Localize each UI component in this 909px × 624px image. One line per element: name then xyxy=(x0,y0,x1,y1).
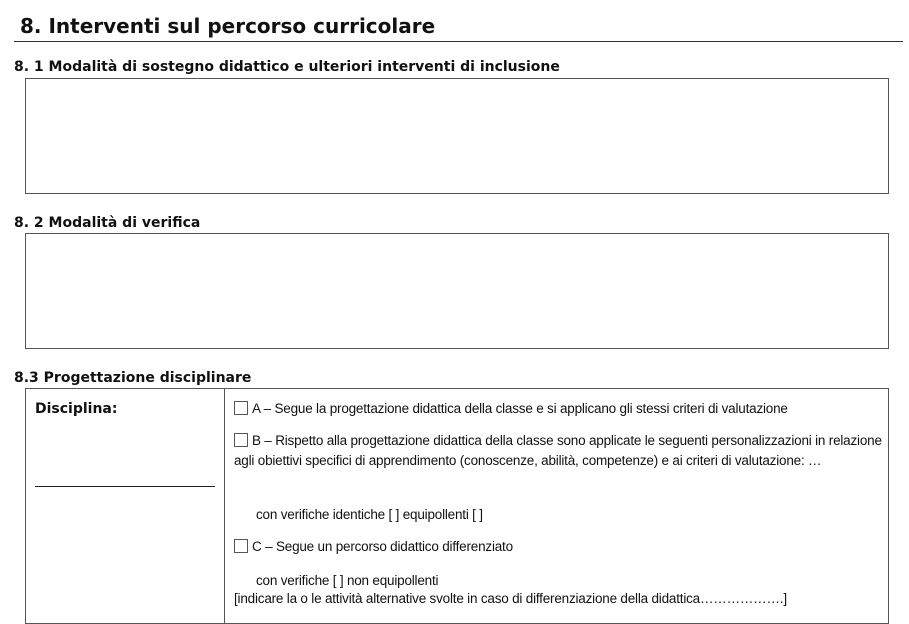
checkbox-b[interactable] xyxy=(234,433,248,447)
disciplina-label: Disciplina: xyxy=(35,401,118,417)
option-a xyxy=(234,399,884,419)
heading-8-2: 8. 2 Modalità di verifica xyxy=(14,215,201,231)
heading-8-3: 8.3 Progettazione disciplinare xyxy=(14,370,252,386)
title-divider xyxy=(14,41,903,42)
verifiche-c: con verifiche [ ] non equipollenti xyxy=(256,573,439,588)
verifiche-b: con verifiche identiche [ ] equipollenti [ ] xyxy=(256,507,483,522)
heading-8-1: 8. 1 Modalità di sostegno didattico e ulteriori interventi di inclusione xyxy=(14,59,560,75)
option-b xyxy=(234,431,884,471)
checkbox-c[interactable] xyxy=(234,539,248,553)
progettazione-table xyxy=(25,388,889,624)
option-c xyxy=(234,537,884,557)
option-c-label: C – Segue un percorso didattico differenziato xyxy=(252,539,513,554)
note-differenziazione: [indicare la o le attività alternative svolte in caso di differenziazione della didattica……………….] xyxy=(234,591,787,606)
checkbox-a[interactable] xyxy=(234,401,248,415)
section-title: 8. Interventi sul percorso curricolare xyxy=(20,14,436,38)
column-divider xyxy=(224,389,225,623)
option-a-label: A – Segue la progettazione didattica della classe e si applicano gli stessi criteri di valutazione xyxy=(252,401,788,416)
verifica-textarea[interactable] xyxy=(25,233,889,349)
option-b-label: B – Rispetto alla progettazione didattica della classe sono applicate le seguenti personalizzazioni in relazione agli obiettivi specifici di apprendimento (conoscenze, abilità, competenze) e ai criteri di valutazione: … xyxy=(234,433,882,468)
disciplina-input-line[interactable] xyxy=(35,486,215,487)
sostegno-textarea[interactable] xyxy=(25,78,889,194)
